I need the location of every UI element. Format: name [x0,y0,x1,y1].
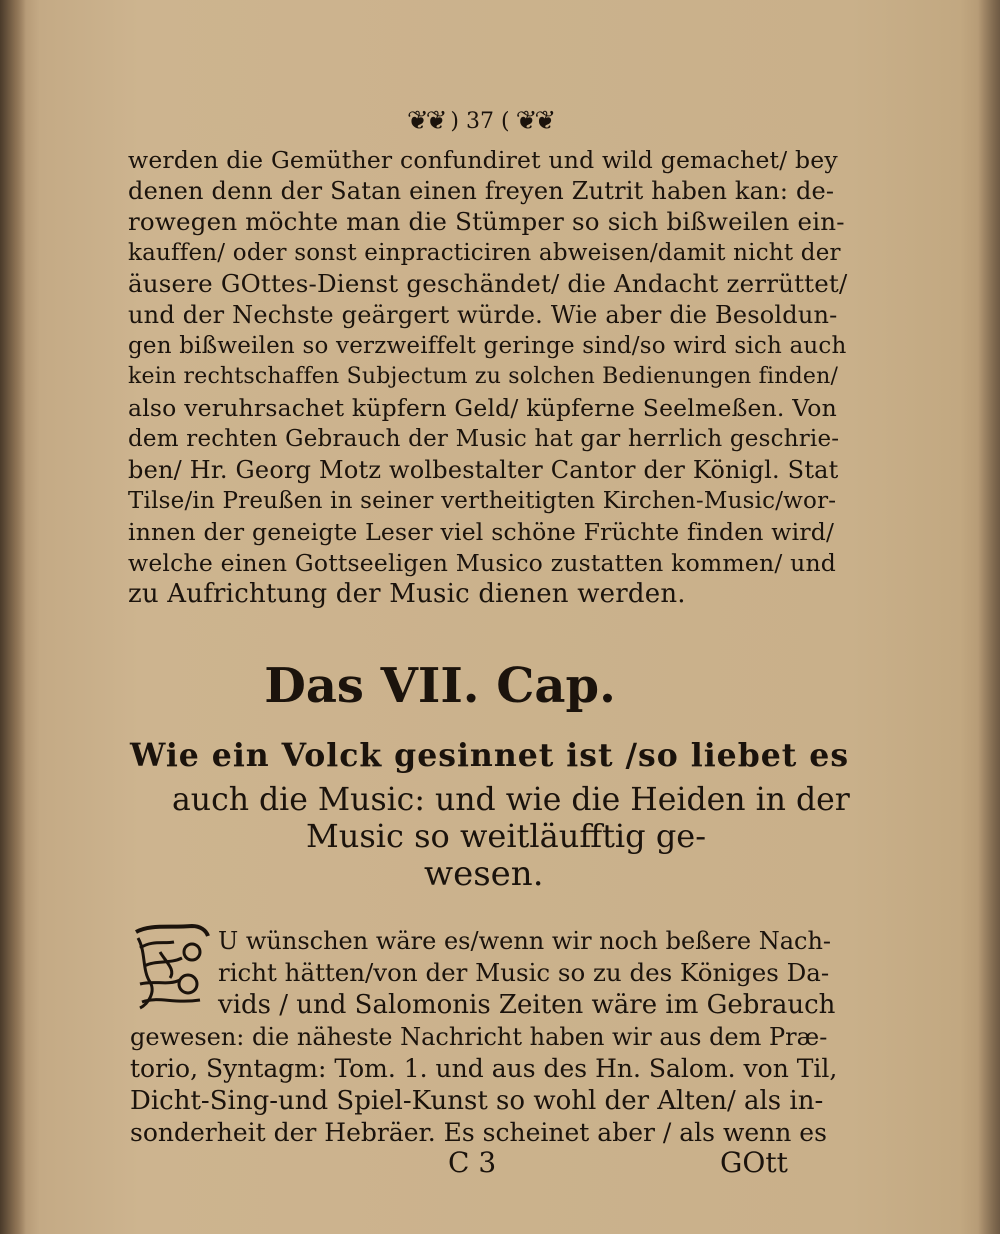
text-line: äusere GOttes-Dienst geschändet/ die Andacht zerrüttet/ [128,269,848,298]
catchword: GOtt [720,1146,788,1179]
page-number: ) 37 ( [450,108,510,134]
text-line: Tilse/in Preußen in seiner vertheitigten Kirchen-Music/wor- [128,488,837,514]
text-line: rowegen möchte man die Stümper so sich bißweilen ein- [128,207,845,236]
chapter-title-line: auch die Music: und wie die Heiden in der [172,782,850,818]
text-line: dem rechten Gebrauch der Music hat gar herrlich geschrie- [128,426,840,452]
text-line: Dicht-Sing-und Spiel-Kunst so wohl der Alten/ als in- [130,1086,824,1116]
text-line: kein rechtschaffen Subjectum zu solchen Bedienungen finden/ [128,364,839,389]
text-line: und der Nechste geärgert würde. Wie aber die Besoldun- [128,301,838,329]
text-line: gen bißweilen so verzweiffelt geringe sind/so wird sich auch [128,333,847,359]
ornament-left: ❦❦ [406,106,445,136]
text-line: U wünschen wäre es/wenn wir noch beßere Nach- [218,927,832,955]
decorated-initial [130,922,212,1014]
text-line: zu Aufrichtung der Music dienen werden. [128,579,686,609]
text-line: kauffen/ oder sonst einpracticiren abweisen/damit nicht der [128,240,841,266]
running-header [380,104,580,138]
chapter-heading: Das VII. Cap. [264,658,616,714]
signature-mark: C 3 [448,1146,497,1179]
text-line: torio, Syntagm: Tom. 1. und aus des Hn. Salom. von Til, [130,1054,838,1083]
text-line: sonderheit der Hebräer. Es scheinet aber / als wenn es [130,1118,827,1147]
text-line: innen der geneigte Leser viel schöne Früchte finden wird/ [128,518,835,546]
text-line: werden die Gemüther confundiret und wild gemachet/ bey [128,146,838,174]
text-line: vids / und Salomonis Zeiten wäre im Gebrauch [218,990,836,1020]
text-line: gewesen: die näheste Nachricht haben wir aus dem Præ- [130,1023,828,1051]
text-line: welche einen Gottseeligen Musico zustatten kommen/ und [128,549,837,577]
chapter-title-line: wesen. [424,854,544,894]
ornament-right: ❦❦ [515,106,554,136]
chapter-title-line: Wie ein Volck gesinnet ist /so liebet es [130,737,850,774]
text-line: also veruhrsachet küpfern Geld/ küpferne Seelmeßen. Von [128,394,837,422]
chapter-title-line: Music so weitläufftig ge- [306,817,707,855]
text-line: ben/ Hr. Georg Motz wolbestalter Cantor der Königl. Stat [128,456,839,484]
text-line: richt hätten/von der Music so zu des Königes Da- [218,958,830,987]
text-line: denen denn der Satan einen freyen Zutrit haben kan: de- [128,177,835,205]
